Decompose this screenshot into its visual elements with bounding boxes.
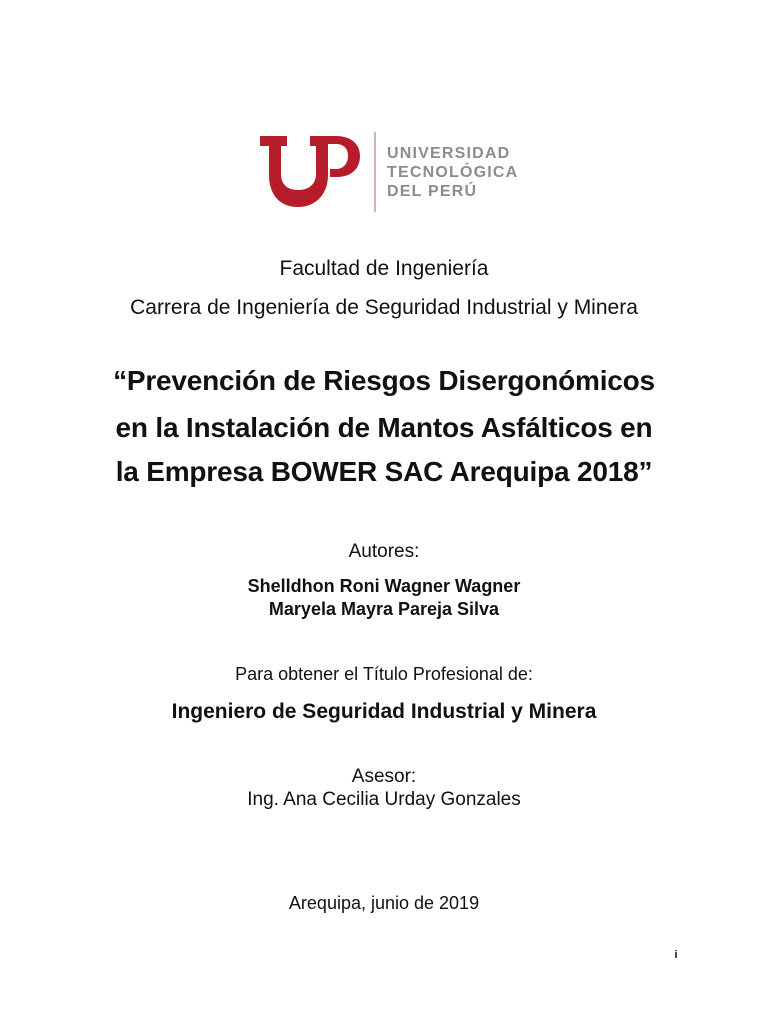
page-number: i: [674, 949, 678, 961]
university-name-line-2: TECNOLÓGICA: [387, 164, 519, 181]
thesis-title-line-1: “Prevención de Riesgos Disergonómicos: [113, 365, 655, 396]
place-and-date: Arequipa, junio de 2019: [288, 893, 480, 913]
thesis-title-line-2: en la Instalación de Mantos Asfálticos en: [115, 412, 653, 443]
degree-title: Ingeniero de Seguridad Industrial y Minera: [171, 700, 597, 723]
degree-label: Para obtener el Título Profesional de:: [235, 664, 533, 684]
university-name: [387, 144, 547, 201]
logo-divider: [374, 132, 376, 212]
advisor-label: Asesor:: [351, 766, 417, 787]
authors-label: Autores:: [348, 541, 420, 562]
advisor-name: Ing. Ana Cecilia Urday Gonzales: [247, 789, 521, 810]
university-logo: [250, 126, 540, 216]
faculty-name: Facultad de Ingeniería: [279, 257, 489, 280]
author-name-2: Maryela Mayra Pareja Silva: [268, 599, 500, 619]
utp-logo-icon: [250, 126, 362, 214]
university-name-line-1: UNIVERSIDAD: [387, 145, 511, 162]
university-name-line-3: DEL PERÚ: [387, 183, 478, 200]
career-name: Carrera de Ingeniería de Seguridad Industrial y Minera: [130, 296, 638, 319]
author-name-1: Shelldhon Roni Wagner Wagner: [247, 576, 521, 596]
thesis-title-line-3: la Empresa BOWER SAC Arequipa 2018”: [115, 456, 653, 487]
